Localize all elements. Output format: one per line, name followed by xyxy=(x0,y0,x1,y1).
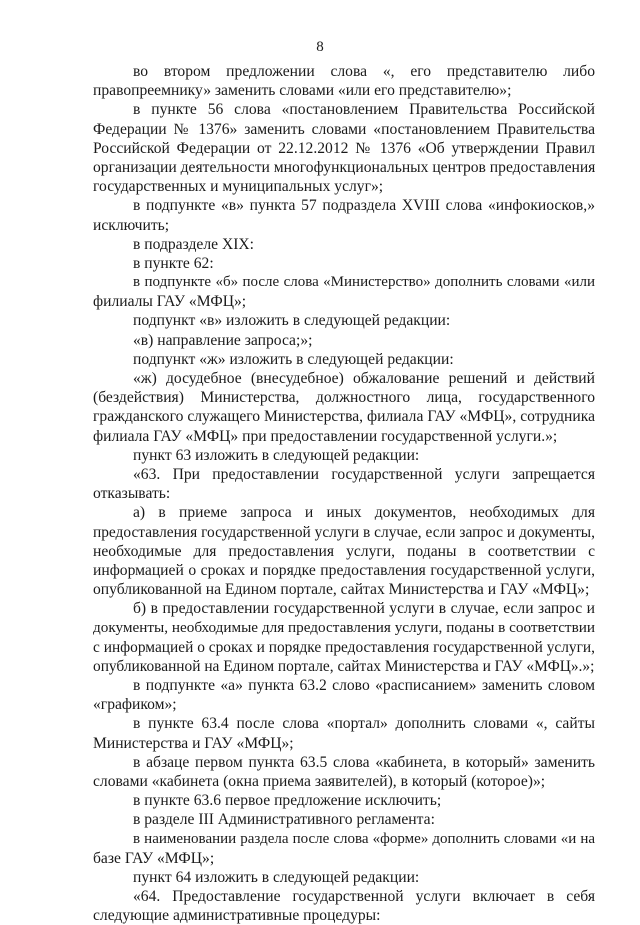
text-line: во втором предложении слова «, его представителю либо xyxy=(133,63,595,80)
text-line: в пункте 56 слова «постановлением Правительства Российской xyxy=(133,101,595,119)
text-line: базе ГАУ «МФЦ»; xyxy=(93,849,215,867)
text-line: «64. Предоставление государственной услуги включает в себя xyxy=(133,888,595,906)
text-line: «графиком»; xyxy=(93,696,177,714)
text-line: Министерства и ГАУ «МФЦ»; xyxy=(93,734,294,752)
text-line: в абзаце первом пункта 63.5 слова «кабинета, в который» заменить xyxy=(133,753,595,771)
text-line: в пункте 63.4 после слова «портал» дополнить словами «, сайты xyxy=(133,715,595,733)
text-line: филиалы ГАУ «МФЦ»; xyxy=(93,293,247,311)
text-line: документы, необходимые для предоставления услуги, поданы в соответствии xyxy=(93,619,595,637)
text-line: в подпункте «в» пункта 57 подраздела XVIII слова «инфокиосков,» xyxy=(133,197,595,215)
text-line: филиала ГАУ «МФЦ» при предоставлении государственной услуги.»; xyxy=(93,427,558,445)
text-line: «63. При предоставлении государственной услуги запрещается xyxy=(133,465,595,483)
text-line: организации деятельности многофункциональных центров предоставления xyxy=(93,158,596,176)
text-line: в наименовании раздела после слова «форме» дополнить словами «и на xyxy=(133,830,595,847)
text-line: пункт 64 изложить в следующей редакции: xyxy=(133,868,420,886)
text-line: предоставления государственной услуги в случае, если запрос и документы, xyxy=(93,523,595,541)
text-line: а) в приеме запроса и иных документов, необходимых для xyxy=(133,504,595,522)
text-line: государственных и муниципальных услуг»; xyxy=(93,178,384,196)
text-line: «ж) досудебное (внесудебное) обжалование решений и действий xyxy=(133,370,595,387)
document-body xyxy=(93,62,595,925)
text-line: необходимые для предоставления услуги, поданы в соответствии с xyxy=(93,542,595,560)
text-line: подпункт «в» изложить в следующей редакции: xyxy=(133,312,451,330)
page-number: 8 xyxy=(316,39,324,55)
text-line: в подразделе XIX: xyxy=(133,235,254,253)
text-line: опубликованной на Едином портале, сайтах Министерства и ГАУ «МФЦ»; xyxy=(93,581,590,599)
text-line: следующие административные процедуры: xyxy=(93,907,381,925)
text-line: в подпункте «а» пункта 63.2 слово «расписанием» заменить словом xyxy=(133,677,595,694)
text-line: Федерации № 1376» заменить словами «постановлением Правительства xyxy=(93,120,595,138)
text-line: словами «кабинета (окна приема заявителей), в который (которое)»; xyxy=(93,772,546,790)
text-line: опубликованной на Едином портале, сайтах Министерства и ГАУ «МФЦ».»; xyxy=(93,657,595,675)
text-line: исключить; xyxy=(93,216,170,234)
text-line: в разделе III Административного регламента: xyxy=(133,811,435,829)
text-line: в пункте 63.6 первое предложение исключить; xyxy=(133,792,442,810)
text-line: «в) направление запроса;»; xyxy=(133,331,313,349)
text-line: отказывать: xyxy=(93,485,171,503)
text-line: Российской Федерации от 22.12.2012 № 1376 «Об утверждении Правил xyxy=(93,139,595,157)
text-line: в подпункте «б» после слова «Министерство» дополнить словами «или xyxy=(133,274,595,291)
text-line: пункт 63 изложить в следующей редакции: xyxy=(133,446,420,464)
text-line: с информацией о сроках и порядке предоставления государственной услуги, xyxy=(93,638,595,656)
text-line: (бездействия) Министерства, должностного лица, государственного xyxy=(93,389,595,407)
text-line: подпункт «ж» изложить в следующей редакции: xyxy=(133,350,454,368)
text-line: б) в предоставлении государственной услуги в случае, если запрос и xyxy=(133,600,595,618)
text-line: информацией о сроках и порядке предоставления государственной услуги, xyxy=(93,561,595,579)
text-line: в пункте 62: xyxy=(133,254,214,272)
text-line: гражданского служащего Министерства, филиала ГАУ «МФЦ», сотрудника xyxy=(93,408,595,426)
text-line: правопреемнику» заменить словами «или его представителю»; xyxy=(93,82,512,100)
